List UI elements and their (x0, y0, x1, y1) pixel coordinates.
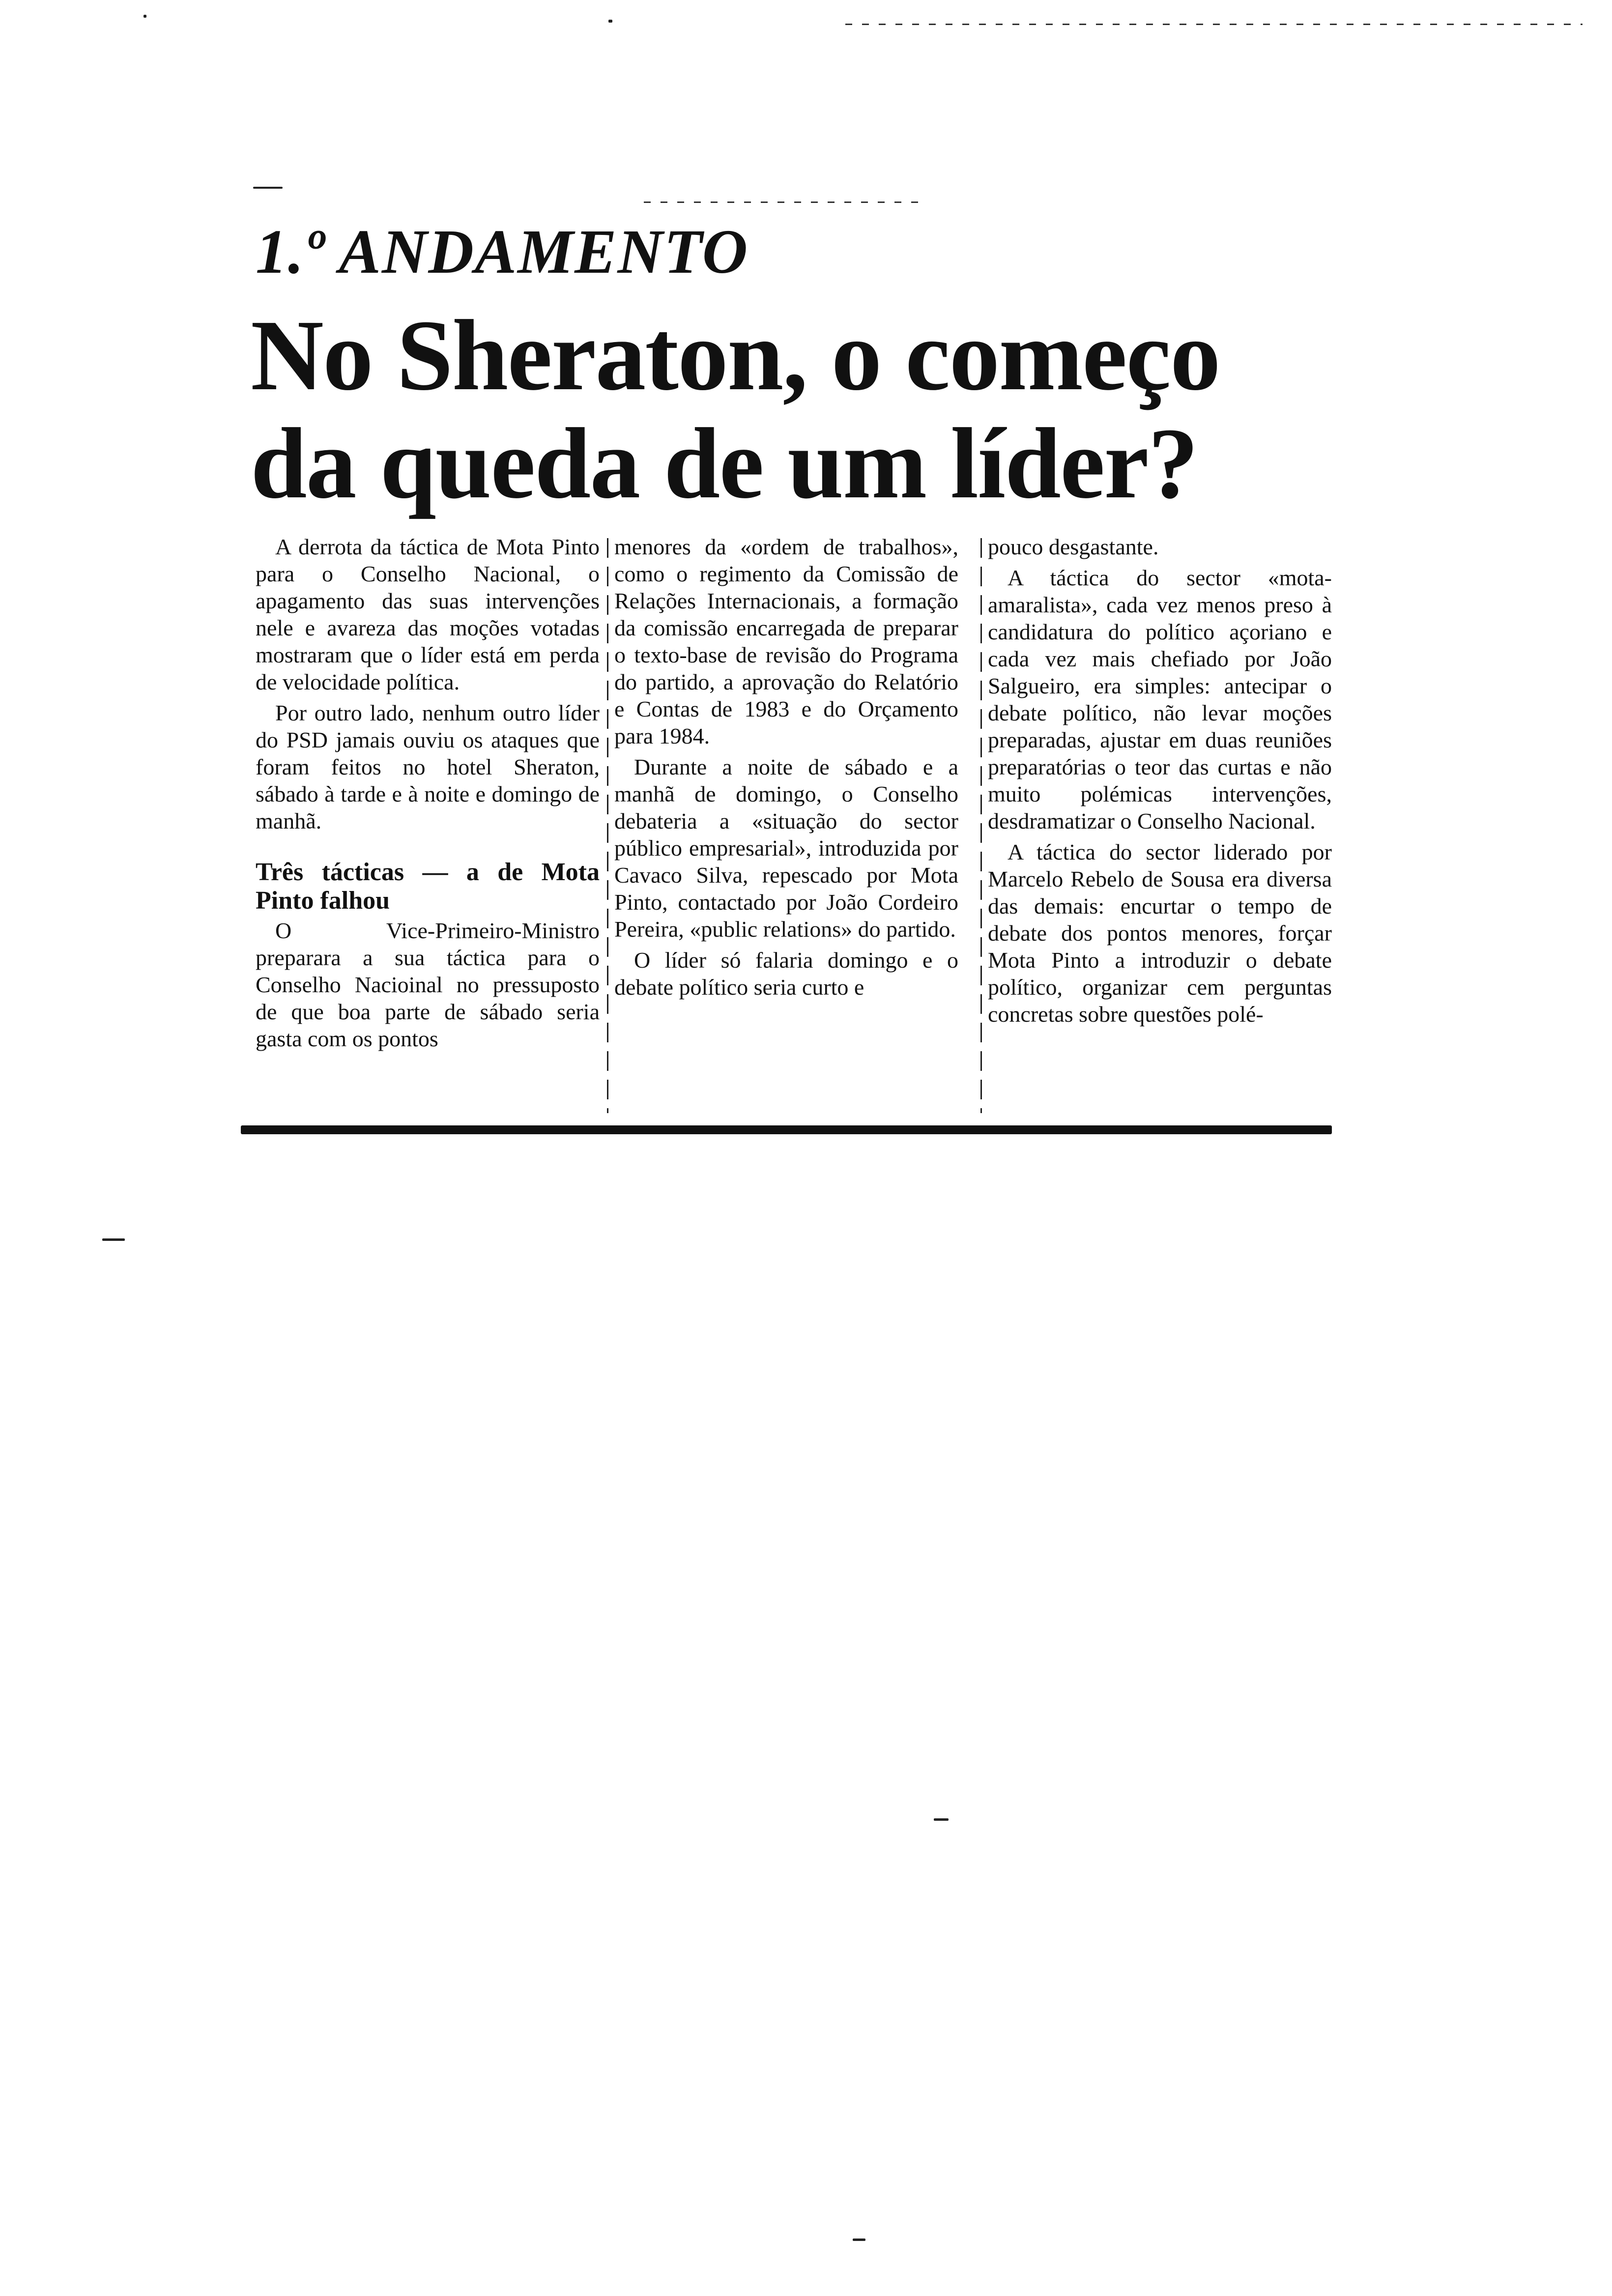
article-body (241, 533, 1332, 1118)
paragraph: pouco desgastante. (988, 534, 1159, 559)
newspaper-clipping (241, 197, 1332, 1170)
paragraph: Por outro lado, nenhum outro líder do PSD jamais ouviu os ataques que foram feitos no hotel Sheraton, sábado à tarde e à noite e domingo de manhã. (256, 700, 600, 833)
scan-speck (934, 1818, 949, 1821)
column-2 (614, 533, 958, 1001)
scan-speck (253, 187, 283, 189)
headline-line-2: da queda de um líder? (251, 407, 1198, 519)
column-divider (980, 538, 982, 1113)
column-divider (607, 538, 608, 1113)
article-headline (251, 299, 1307, 519)
scan-speck (102, 1238, 125, 1241)
article-kicker: 1.º ANDAMENTO (256, 217, 749, 287)
column-3 (988, 533, 1332, 1028)
paragraph: O líder só falaria domingo e o debate político seria curto e (614, 947, 958, 1000)
paragraph: A derrota da táctica de Mota Pinto para o Conselho Nacional, o apagamento das suas intervenções nele e avareza das moções votadas mostraram que o líder está em perda de velocidade política. (256, 534, 600, 694)
paragraph: menores da «ordem de trabalhos», como o regimento da Comissão de Relações Internacionais, a formação da comissão encarregada de preparar o texto-base de revisão do Programa do partido, a aprovação do Relatório e Contas de 1983 e do Orçamento para 1984. (614, 534, 958, 748)
bottom-rule (241, 1125, 1332, 1134)
column-1 (256, 533, 600, 1052)
scan-speck (608, 20, 612, 23)
scan-speck (853, 2239, 865, 2241)
paragraph: Durante a noite de sábado e a manhã de domingo, o Conselho debateria a «situação do sector público empresarial», introduzida por Cavaco Silva, repescado por Mota Pinto, contactado por João Cordeiro Pereira, «public relations» do partido. (614, 754, 958, 942)
paragraph: A táctica do sector «mota-amaralista», cada vez menos preso à candidatura do político açoriano e cada vez mais chefiado por João Salgueiro, era simples: antecipar o debate político, não levar moções preparadas, ajustar em duas reuniões preparatórias o teor das curtas e não muito polémicas intervenções, desdramatizar o Conselho Nacional. (988, 565, 1332, 833)
scan-noise-top (845, 24, 1583, 25)
section-subhead: Três tácticas — a de Mota Pinto falhou (256, 858, 600, 915)
scan-speck (144, 15, 146, 18)
headline-line-1: No Sheraton, o começo (251, 299, 1220, 411)
paragraph: A táctica do sector liderado por Marcelo Rebelo de Sousa era diversa das demais: encurtar o tempo de debate dos pontos menores, forçar Mota Pinto a introduzir o debate político, organizar cem perguntas concretas sobre questões polé- (988, 839, 1332, 1027)
paragraph: O Vice-Primeiro-Ministro preparara a sua táctica para o Conselho Nacioinal no pressuposto de que boa parte de sábado seria gasta com os pontos (256, 918, 600, 1051)
